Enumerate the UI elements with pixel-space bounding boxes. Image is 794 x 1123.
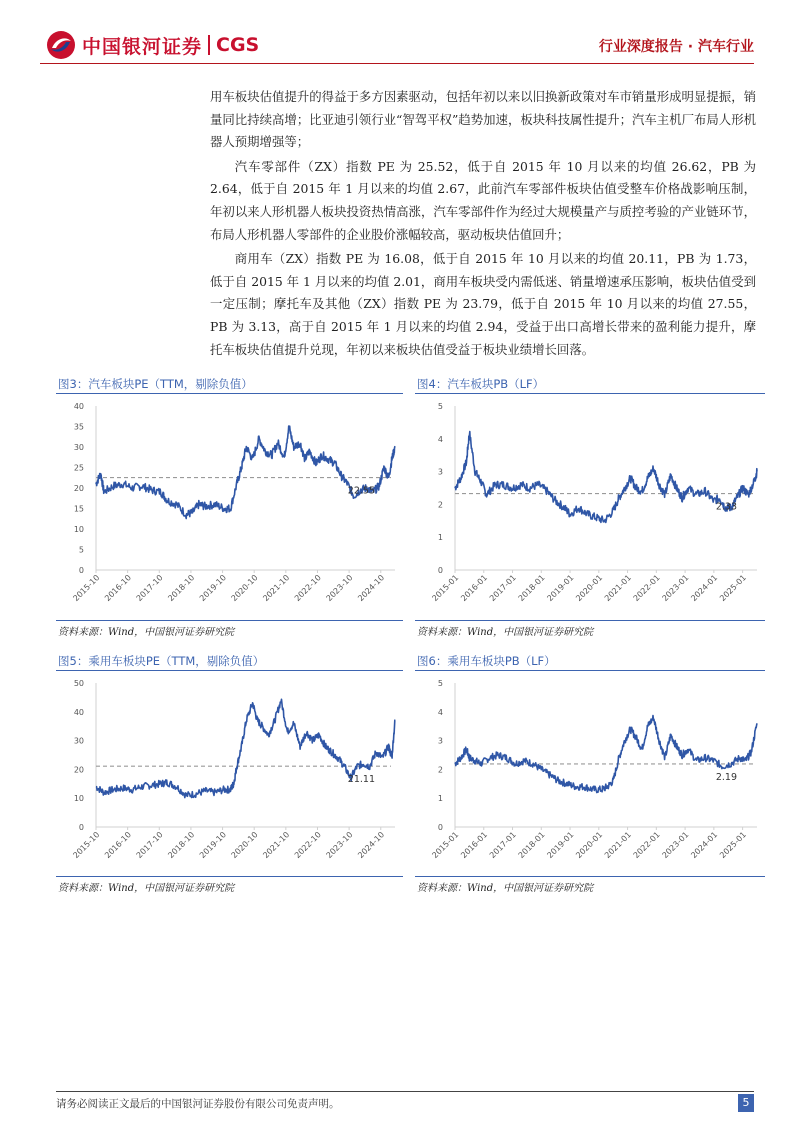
figure-4-rule [415,393,765,394]
x-tick-label: 2019-01 [545,573,576,604]
x-tick-label: 2023-10 [324,830,355,861]
report-type: 行业深度报告 · 汽车行业 [598,39,754,55]
y-tick-label: 25 [73,463,84,473]
figure-3-chart [56,396,403,618]
figure-5-source-rule [56,876,403,877]
page-number: 5 [738,1094,754,1112]
figure-5-rule [56,670,403,671]
x-tick-label: 2015-10 [71,830,102,861]
y-tick-label: 3 [437,736,443,746]
page-header [0,0,794,70]
x-tick-label: 2016-10 [103,573,134,604]
y-tick-label: 35 [73,422,84,432]
x-tick-label: 2017-10 [134,573,165,604]
figure-4-source-rule [415,620,765,621]
paragraph-3: 商用车（ZX）指数 PE 为 16.08，低于自 2015 年 10 月以来的均值 20.11，PB 为 1.73，低于自 2015 年 1 月以来的均值 2.01，商用车板块受内需低迷、销量增速承压影响，板块估值受到一定压制；摩托车及其他（ZX）指数 PE 为 23.79，低于自 2015 年 10 月以来的均值 27.55，PB 为 3.13，高于自 2015 年 1 月以来的均值 2.94，受益于出口高增长带来的盈利能力提升，摩托车板块估值提升兑现，年初以来板块估值受益于板块业绩增长回落。 [210,251,756,357]
y-tick-label: 0 [78,823,84,832]
figure-4-source: 资料来源：Wind，中国银河证券研究院 [417,627,594,638]
figure-5-title: 图5：乘用车板块PE（TTM，剔除负值） [58,654,265,668]
x-tick-label: 2023-01 [660,573,691,604]
header-rule [40,63,754,64]
x-tick-label: 2015-01 [430,573,461,604]
y-tick-label: 2 [437,765,443,775]
figure-6-chart [415,673,765,875]
galaxy-logo-icon [46,30,76,60]
y-tick-label: 5 [437,402,443,411]
y-tick-label: 10 [73,525,84,534]
x-tick-label: 2018-01 [516,830,547,861]
series-line [455,716,757,793]
figure-3-source: 资料来源：Wind，中国银河证券研究院 [58,627,235,638]
x-tick-label: 2023-10 [324,573,355,604]
x-tick-label: 2020-10 [229,830,260,861]
y-tick-label: 4 [437,434,443,444]
mean-label: 2.33 [715,501,737,513]
x-tick-label: 2016-10 [103,830,134,861]
figure-6-title: 图6：乘用车板块PB（LF） [417,654,556,668]
paragraph-1: 用车板块估值提升的得益于多方因素驱动，包括年初以来以旧换新政策对车市销量形成明显提振，销量同比持续高增；比亚迪引领行业“智驾平权”趋势加速，板块科技属性提升；汽车主机厂布局人形机器人预期增强等； [210,89,756,150]
x-tick-label: 2021-10 [261,830,292,861]
figure-4-title: 图4：汽车板块PB（LF） [417,377,545,391]
logo-divider [208,35,210,55]
figure-3-title: 图3：汽车板块PE（TTM，剔除负值） [58,377,253,391]
x-tick-label: 2016-01 [459,830,490,861]
figure-6-source: 资料来源：Wind，中国银河证券研究院 [417,883,594,894]
footer-rule [56,1091,754,1092]
y-tick-label: 0 [78,566,84,575]
body-text [210,86,756,363]
logo [46,30,259,60]
series-line [96,426,395,518]
y-tick-label: 15 [73,504,84,514]
y-tick-label: 20 [73,484,84,493]
y-tick-label: 2 [437,500,443,510]
x-tick-label: 2024-01 [689,830,720,861]
footer-disclaimer: 请务必阅读正文最后的中国银河证券股份有限公司免责声明。 [56,1098,340,1110]
x-tick-label: 2019-01 [545,830,576,861]
y-tick-label: 50 [73,679,84,688]
x-tick-label: 2021-01 [602,830,633,861]
x-tick-label: 2022-10 [292,830,323,861]
x-tick-label: 2024-10 [356,830,387,861]
figure-4-chart [415,396,765,618]
x-tick-label: 2017-10 [134,830,165,861]
x-tick-label: 2019-10 [197,573,228,604]
mean-label: 22.55 [347,485,375,497]
figure-5-source: 资料来源：Wind，中国银河证券研究院 [58,883,235,894]
x-tick-label: 2015-01 [430,830,461,861]
y-tick-label: 4 [437,707,443,717]
x-tick-label: 2018-10 [166,573,197,604]
y-tick-label: 3 [437,467,443,477]
y-tick-label: 1 [437,794,443,804]
x-tick-label: 2021-10 [261,573,292,604]
figure-6-source-rule [415,876,765,877]
x-tick-label: 2016-01 [459,573,490,604]
x-tick-label: 2018-01 [516,573,547,604]
y-tick-label: 10 [73,794,84,804]
x-tick-label: 2022-01 [631,573,662,604]
x-tick-label: 2015-10 [71,573,102,604]
y-tick-label: 40 [73,707,84,717]
x-tick-label: 2025-01 [718,830,749,861]
x-tick-label: 2019-10 [197,830,228,861]
y-tick-label: 40 [73,402,84,411]
y-tick-label: 30 [73,736,84,746]
y-tick-label: 0 [437,823,443,832]
y-tick-label: 5 [78,545,84,555]
series-line [455,432,757,523]
mean-label: 2.19 [715,771,737,783]
x-tick-label: 2020-01 [574,830,605,861]
x-tick-label: 2018-10 [166,830,197,861]
mean-label: 21.11 [347,774,375,786]
x-tick-label: 2022-10 [292,573,323,604]
y-tick-label: 1 [437,533,443,543]
x-tick-label: 2024-10 [356,573,387,604]
y-tick-label: 30 [73,443,84,452]
x-tick-label: 2022-01 [631,830,662,861]
x-tick-label: 2020-10 [229,573,260,604]
figure-6-rule [415,670,765,671]
y-tick-label: 5 [437,679,443,688]
x-tick-label: 2017-01 [487,573,518,604]
figure-3-rule [56,393,403,394]
logo-cgs: CGS [216,34,260,56]
paragraph-2: 汽车零部件（ZX）指数 PE 为 25.52，低于自 2015 年 10 月以来的均值 26.62，PB 为 2.64，低于自 2015 年 1 月以来的均值 2.67，此前汽车零部件板块估值受整车价格战影响压制，年初以来人形机器人板块投资热情高涨，汽车零部件作为经过大规模量产与质控考验的产业链环节，布局人形机器人零部件的企业股价涨幅较高，驱动板块估值回升； [210,158,756,242]
x-tick-label: 2017-01 [487,830,518,861]
figure-5-chart [56,673,403,875]
logo-text: 中国银河证券 [82,35,203,58]
x-tick-label: 2021-01 [602,573,633,604]
x-tick-label: 2024-01 [689,573,720,604]
y-tick-label: 20 [73,765,84,775]
y-tick-label: 0 [437,566,443,575]
x-tick-label: 2025-01 [718,573,749,604]
figure-3-source-rule [56,620,403,621]
x-tick-label: 2023-01 [660,830,691,861]
x-tick-label: 2020-01 [574,573,605,604]
